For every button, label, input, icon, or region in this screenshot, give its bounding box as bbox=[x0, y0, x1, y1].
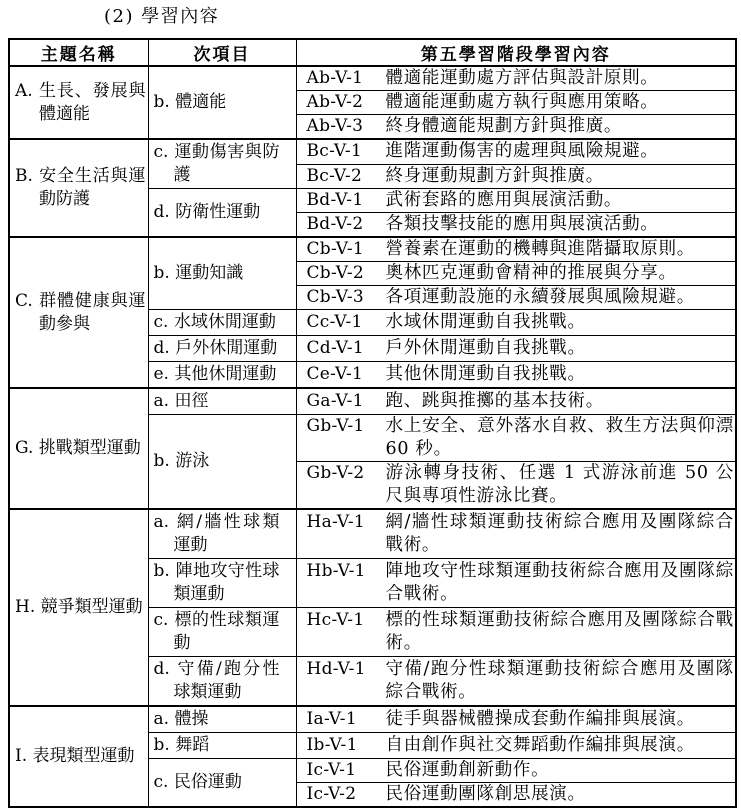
subitem-text: c. 運動傷害與防護 bbox=[153, 142, 280, 185]
content-cell bbox=[296, 286, 736, 310]
subitem-text: a. 田徑 bbox=[153, 391, 209, 411]
content-code: Bc-V-1 bbox=[306, 141, 363, 162]
content-code: Ha-V-1 bbox=[306, 512, 366, 532]
content-code: Ia-V-1 bbox=[306, 709, 357, 729]
content-cell bbox=[296, 189, 736, 213]
content-code: Ab-V-1 bbox=[306, 68, 364, 88]
content-desc: 水上安全、意外落水自救、救生方法與仰漂 60 秒。 bbox=[385, 416, 734, 459]
subitem-cell bbox=[148, 608, 296, 657]
content-cell bbox=[296, 388, 736, 415]
content-desc: 戶外休閒運動自我挑戰。 bbox=[385, 338, 586, 358]
content-cell bbox=[296, 415, 736, 462]
content-desc: 游泳轉身技術、任選 1 式游泳前進 50 公尺與專項性游泳比賽。 bbox=[385, 463, 734, 506]
subitem-cell bbox=[148, 415, 296, 510]
subitem-cell bbox=[148, 657, 296, 707]
content-code: Gb-V-1 bbox=[306, 416, 365, 436]
content-cell bbox=[296, 559, 736, 608]
subitem-text: d. 守備/跑分性球類運動 bbox=[153, 659, 280, 702]
content-cell bbox=[296, 91, 736, 115]
content-cell bbox=[296, 608, 736, 657]
content-desc: 奧林匹克運動會精神的推展與分享。 bbox=[385, 263, 677, 283]
content-code: Ga-V-1 bbox=[306, 391, 364, 411]
content-code: Hc-V-1 bbox=[306, 610, 365, 630]
subitem-text: c. 水域休閒運動 bbox=[153, 312, 276, 332]
content-cell bbox=[296, 164, 736, 189]
content-code: Ab-V-2 bbox=[306, 92, 364, 112]
content-code: Ce-V-1 bbox=[306, 364, 364, 384]
learning-content-table bbox=[8, 38, 737, 808]
content-desc: 跑、跳與推擲的基本技術。 bbox=[385, 391, 604, 411]
theme-text: C. 群體健康與運動參與 bbox=[15, 290, 146, 334]
content-desc: 其他休閒運動自我挑戰。 bbox=[385, 364, 586, 384]
content-cell bbox=[296, 115, 736, 140]
header-row bbox=[9, 39, 736, 66]
table-row bbox=[9, 388, 736, 415]
table-row bbox=[9, 706, 736, 733]
content-desc: 陣地攻守性球類運動技術綜合應用及團隊綜合戰術。 bbox=[385, 561, 734, 604]
content-desc: 網/牆性球類運動技術綜合應用及團隊綜合戰術。 bbox=[385, 512, 734, 555]
subitem-cell bbox=[148, 362, 296, 389]
theme-text: B. 安全生活與運動防護 bbox=[15, 166, 146, 209]
content-code: Cb-V-2 bbox=[306, 263, 364, 283]
subitem-cell bbox=[148, 66, 296, 139]
content-code: Ic-V-2 bbox=[306, 784, 357, 804]
content-desc: 營養素在運動的機轉與進階攝取原則。 bbox=[385, 239, 695, 259]
content-desc: 水域休閒運動自我挑戰。 bbox=[385, 312, 586, 332]
subitem-cell bbox=[148, 237, 296, 310]
content-cell bbox=[296, 733, 736, 759]
content-cell bbox=[296, 509, 736, 559]
content-desc: 終身體適能規劃方針與推廣。 bbox=[385, 116, 623, 136]
subitem-cell bbox=[148, 733, 296, 759]
content-cell bbox=[296, 462, 736, 510]
col-header-theme: 主題名稱 bbox=[9, 39, 148, 66]
subitem-cell bbox=[148, 559, 296, 608]
theme-cell bbox=[9, 66, 148, 139]
content-code: Bd-V-2 bbox=[306, 214, 364, 234]
subitem-text: d. 戶外休閒運動 bbox=[153, 338, 278, 358]
subitem-text: b. 體適能 bbox=[153, 92, 227, 112]
table-row bbox=[9, 237, 736, 262]
subitem-text: a. 體操 bbox=[153, 709, 209, 729]
content-code: Hd-V-1 bbox=[306, 659, 366, 679]
theme-cell bbox=[9, 388, 148, 509]
content-code: Cd-V-1 bbox=[306, 338, 364, 358]
theme-cell bbox=[9, 139, 148, 237]
content-code: Bc-V-2 bbox=[306, 165, 363, 186]
content-code: Ib-V-1 bbox=[306, 735, 358, 755]
table-row bbox=[9, 139, 736, 164]
content-desc: 民俗運動團隊創思展演。 bbox=[385, 784, 586, 804]
content-cell bbox=[296, 336, 736, 362]
content-code: Hb-V-1 bbox=[306, 561, 366, 581]
content-desc: 終身運動規劃方針與推廣。 bbox=[385, 165, 604, 186]
content-cell bbox=[296, 362, 736, 389]
page-title: (2) 學習內容 bbox=[104, 6, 220, 27]
subitem-text: b. 運動知識 bbox=[153, 263, 244, 283]
content-cell bbox=[296, 759, 736, 783]
theme-text: I. 表現類型運動 bbox=[15, 746, 135, 766]
content-cell bbox=[296, 310, 736, 336]
content-code: Ic-V-1 bbox=[306, 760, 357, 780]
content-code: Ab-V-3 bbox=[306, 116, 364, 136]
content-desc: 民俗運動創新動作。 bbox=[385, 760, 550, 780]
content-cell bbox=[296, 139, 736, 164]
subitem-text: b. 游泳 bbox=[153, 451, 210, 471]
content-code: Bd-V-1 bbox=[306, 190, 364, 210]
subitem-text: b. 陣地攻守性球類運動 bbox=[153, 561, 280, 604]
content-desc: 體適能運動處方執行與應用策略。 bbox=[385, 92, 659, 112]
subitem-text: d. 防衛性運動 bbox=[153, 202, 261, 222]
theme-cell bbox=[9, 706, 148, 807]
subitem-cell bbox=[148, 509, 296, 559]
content-code: Cb-V-3 bbox=[306, 287, 364, 307]
content-code: Cc-V-1 bbox=[306, 312, 363, 332]
subitem-text: a. 網/牆性球類運動 bbox=[153, 512, 280, 555]
content-desc: 體適能運動處方評估與設計原則。 bbox=[385, 68, 659, 88]
content-cell bbox=[296, 657, 736, 707]
content-desc: 武術套路的應用與展演活動。 bbox=[385, 190, 623, 210]
subitem-text: c. 民俗運動 bbox=[153, 772, 242, 792]
subitem-text: b. 舞蹈 bbox=[153, 735, 210, 755]
subitem-cell bbox=[148, 189, 296, 238]
subitem-text: c. 標的性球類運動 bbox=[153, 610, 280, 653]
subitem-text: e. 其他休閒運動 bbox=[153, 364, 277, 384]
subitem-cell bbox=[148, 310, 296, 336]
content-cell bbox=[296, 66, 736, 91]
subitem-cell bbox=[148, 139, 296, 189]
content-cell bbox=[296, 783, 736, 808]
content-code: Gb-V-2 bbox=[306, 463, 365, 483]
theme-cell bbox=[9, 509, 148, 706]
theme-text: A. 生長、發展與體適能 bbox=[15, 80, 146, 124]
content-desc: 自由創作與社交舞蹈動作編排與展演。 bbox=[385, 735, 695, 755]
col-header-stage-content: 第五學習階段學習內容 bbox=[296, 39, 736, 66]
table-row bbox=[9, 66, 736, 91]
content-desc: 各類技擊技能的應用與展演活動。 bbox=[385, 214, 659, 234]
content-desc: 各項運動設施的永續發展與風險規避。 bbox=[385, 287, 695, 307]
content-desc: 進階運動傷害的處理與風險規避。 bbox=[385, 141, 659, 162]
content-desc: 標的性球類運動技術綜合應用及團隊綜合戰術。 bbox=[385, 610, 734, 653]
col-header-subitem: 次項目 bbox=[148, 39, 296, 66]
content-desc: 守備/跑分性球類運動技術綜合應用及團隊綜合戰術。 bbox=[385, 659, 734, 702]
subitem-cell bbox=[148, 759, 296, 808]
content-cell bbox=[296, 706, 736, 733]
theme-cell bbox=[9, 237, 148, 388]
theme-text: H. 競爭類型運動 bbox=[15, 597, 143, 617]
subitem-cell bbox=[148, 388, 296, 415]
subitem-cell bbox=[148, 706, 296, 733]
content-desc: 徒手與器械體操成套動作編排與展演。 bbox=[385, 709, 695, 729]
content-cell bbox=[296, 237, 736, 262]
content-code: Cb-V-1 bbox=[306, 239, 364, 259]
content-cell bbox=[296, 213, 736, 238]
table-row bbox=[9, 509, 736, 559]
subitem-cell bbox=[148, 336, 296, 362]
content-cell bbox=[296, 262, 736, 286]
theme-text: G. 挑戰類型運動 bbox=[15, 438, 141, 458]
